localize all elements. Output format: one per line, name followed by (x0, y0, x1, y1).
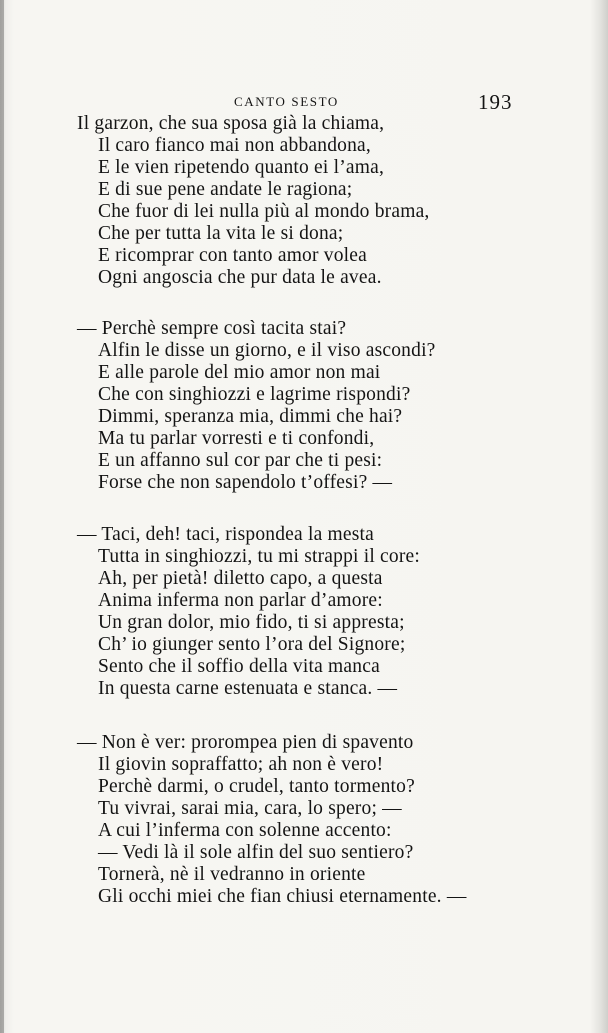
verse-line: Alfin le disse un giorno, e il viso ascondi? (98, 340, 436, 361)
verse-line: Ma tu parlar vorresti e ti confondi, (98, 428, 375, 449)
verse-line: In questa carne estenuata e stanca. — (98, 678, 398, 699)
verse-line: Ch’ io giunger sento l’ora del Signore; (98, 634, 406, 655)
verse-line: E ricomprar con tanto amor volea (98, 245, 368, 266)
verse-line: E di sue pene andate le ragiona; (98, 179, 353, 200)
verse-line: Tornerà, nè il vedranno in oriente (98, 864, 366, 885)
verse-line: E alle parole del mio amor non mai (98, 362, 381, 383)
verse-line: Dimmi, speranza mia, dimmi che hai? (98, 406, 403, 427)
verse-line: Tutta in singhiozzi, tu mi strappi il core: (98, 546, 421, 567)
verse-line: — Vedi là il sole alfin del suo sentiero? (98, 842, 414, 863)
verse-line: Un gran dolor, mio fido, ti si appresta; (98, 612, 405, 633)
running-title: CANTO SESTO (234, 94, 339, 109)
page-number: 193 (478, 90, 513, 114)
verse-line: — Non è ver: prorompea pien di spavento (77, 732, 414, 753)
verse-line: Forse che non sapendolo t’offesi? — (98, 472, 393, 493)
verse-line: A cui l’inferma con solenne accento: (98, 820, 392, 841)
verse-line: Sento che il soffio della vita manca (98, 656, 380, 677)
page-spine-shadow (0, 0, 4, 1033)
verse-line: Ah, per pietà! diletto capo, a questa (98, 568, 383, 589)
verse-line: Ogni angoscia che pur data le avea. (98, 267, 382, 288)
verse-line: — Perchè sempre così tacita stai? (77, 318, 347, 339)
verse-line: Il giovin sopraffatto; ah non è vero! (98, 754, 384, 775)
verse-line: Tu vivrai, sarai mia, cara, lo spero; — (98, 798, 402, 819)
verse-line: Anima inferma non parlar d’amore: (98, 590, 383, 611)
verse-line: Il garzon, che sua sposa già la chiama, (77, 113, 385, 134)
verse-line: — Taci, deh! taci, rispondea la mesta (77, 524, 374, 545)
verse-line: Che per tutta la vita le si dona; (98, 223, 344, 244)
verse-line: Che fuor di lei nulla più al mondo brama, (98, 201, 430, 222)
verse-line: Gli occhi miei che fian chiusi eternamente. — (98, 886, 467, 907)
verse-line: E le vien ripetendo quanto ei l’ama, (98, 157, 385, 178)
verse-line: Che con singhiozzi e lagrime rispondi? (98, 384, 411, 405)
verse-line: Perchè darmi, o crudel, tanto tormento? (98, 776, 415, 797)
verse-line: E un affanno sul cor par che ti pesi: (98, 450, 383, 471)
verse-line: Il caro fianco mai non abbandona, (98, 135, 371, 156)
